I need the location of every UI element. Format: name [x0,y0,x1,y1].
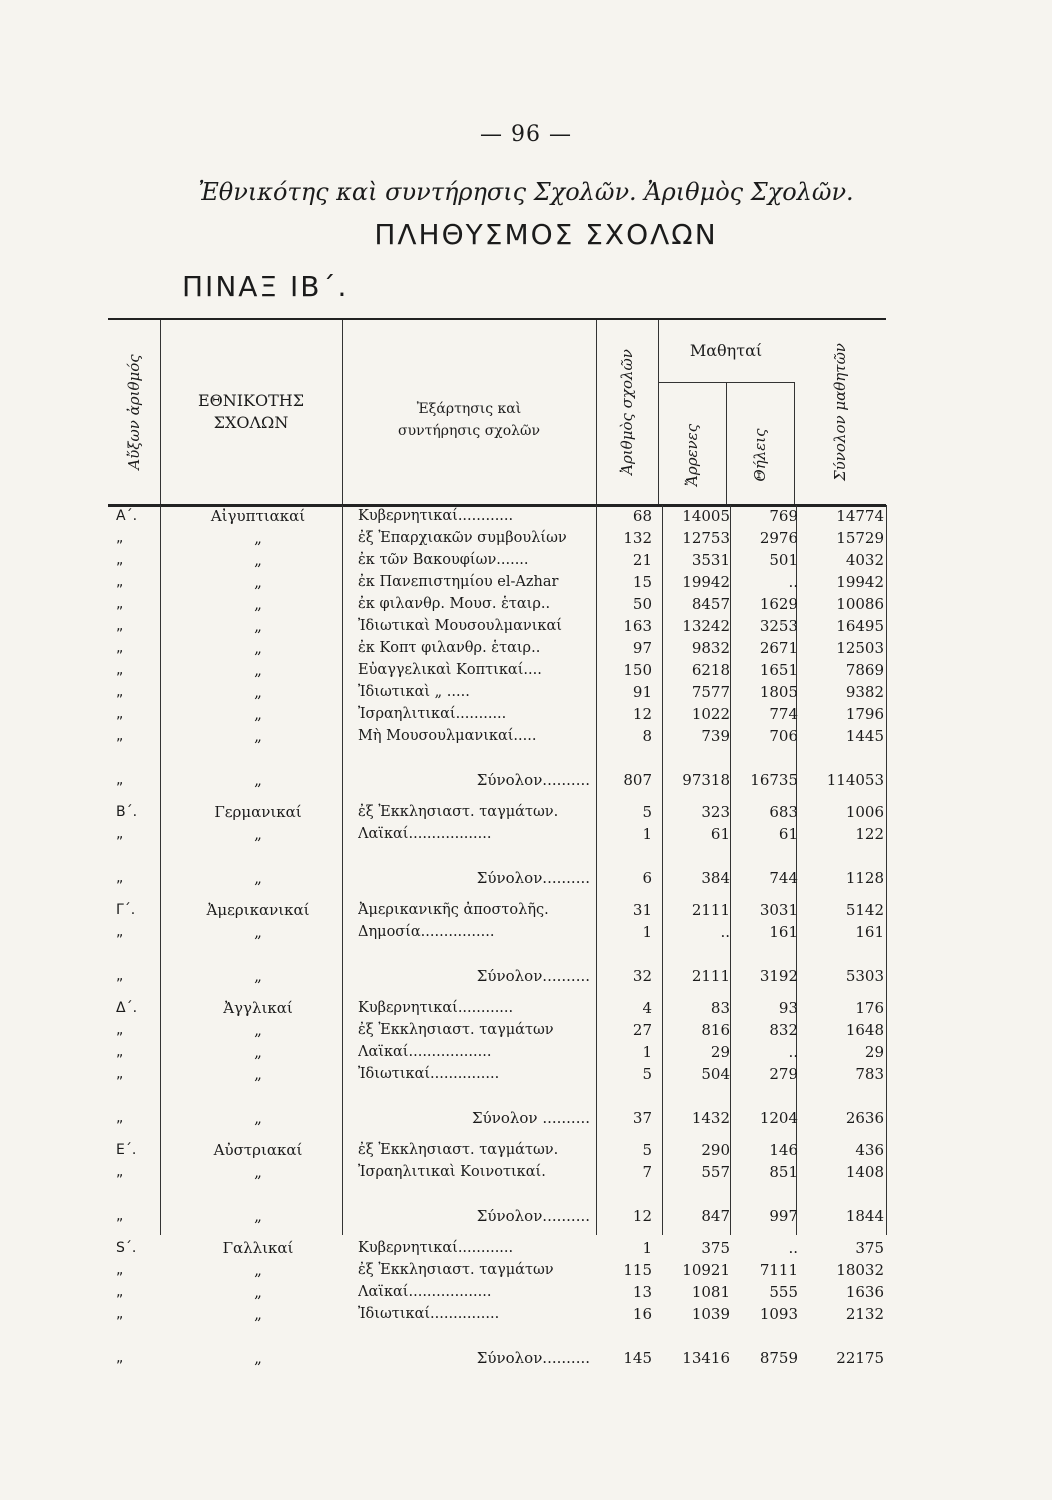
row-females: 2671 [759,639,798,657]
row-index: „ [116,662,124,678]
row-schools: 1 [642,923,652,941]
row-nationality: Αἰγυπτιακαί [210,507,306,525]
row-nationality: „ [254,1305,262,1323]
row-females: 279 [769,1065,798,1083]
subtotal-total: 114053 [826,771,884,789]
table-row [108,725,888,747]
row-males: 29 [710,1043,730,1061]
header-females: Θήλεις [751,428,769,482]
row-schools: 13 [632,1283,652,1301]
row-nationality: „ [254,551,262,569]
subtotal-schools: 145 [623,1349,652,1367]
row-index: Β΄. [116,804,138,820]
header-pupils: Μαθηταί [689,341,763,360]
row-schools: 27 [632,1021,652,1039]
subtotal-schools: 6 [642,869,652,887]
subtotal-row [108,1085,888,1129]
subtotal-row [108,845,888,889]
row-index: Α΄. [116,508,138,524]
row-nationality: „ [254,1065,262,1083]
subtotal-total: 22175 [836,1349,884,1367]
row-total: 5142 [845,901,884,919]
page-subtitle: Ἐθνικότης καὶ συντήρησις Σχολῶν. Ἀριθμὸς Σχολῶν. [198,178,854,206]
header-total-column [794,320,886,504]
row-index: S΄. [116,1240,137,1256]
row-dependency: Λαϊκαί.................. [358,1044,492,1060]
header-schools-column [596,320,659,504]
row-dependency: ἐξ Ἐπαρχιακῶν συμβουλίων [358,530,567,546]
row-index: „ [116,596,124,612]
row-schools: 115 [623,1261,652,1279]
subtotal-total: 1844 [845,1207,884,1225]
row-nationality: „ [254,1283,262,1301]
row-dependency: Δημοσία................ [358,924,495,940]
row-nationality: „ [254,1021,262,1039]
row-dependency: ἐκ Κοπτ φιλανθρ. ἑταιρ.. [358,640,541,656]
row-males: 83 [710,999,730,1017]
row-index: „ [116,826,124,842]
table-row [108,899,888,921]
row-total: 436 [855,1141,884,1159]
row-dependency: Ἰσραηλιτικαί........... [358,706,507,722]
row-index: „ [116,684,124,700]
header-males: Ἄρρενες [683,424,701,487]
row-nationality: Γαλλικαί [222,1239,294,1257]
row-total: 12503 [836,639,884,657]
subtotal-schools: 32 [632,967,652,985]
row-index: „ [116,1044,124,1060]
row-schools: 91 [632,683,652,701]
subtotal-label: Σύνολον.......... [476,1349,590,1367]
subtotal-males: 847 [701,1207,730,1225]
row-nationality: „ [254,1163,262,1181]
row-total: 1648 [845,1021,884,1039]
subtotal-schools: 12 [632,1207,652,1225]
table-row [108,1063,888,1085]
row-nationality: Γερμανικαί [214,803,302,821]
row-nationality: „ [254,617,262,635]
row-nationality: „ [254,825,262,843]
table-row [108,1019,888,1041]
row-total: 4032 [845,551,884,569]
row-males: 12753 [682,529,730,547]
row-males: 19942 [682,573,730,591]
subtotal-row [108,747,888,791]
row-index: „ [116,618,124,634]
row-index: „ [116,1022,124,1038]
row-nationality: Ἀγγλικαί [223,999,293,1017]
row-females: 2976 [759,529,798,547]
subtotal-label: Σύνολον.......... [476,967,590,985]
row-males: 14005 [682,507,730,525]
row-index: „ [116,1110,124,1126]
row-schools: 15 [632,573,652,591]
row-dependency: Κυβερνητικαί............ [358,508,514,524]
row-females: 146 [769,1141,798,1159]
subtotal-label: Σύνολον.......... [476,869,590,887]
row-males: .. [720,923,730,941]
subtotal-schools: 37 [632,1109,652,1127]
row-nationality: Ἀμερικανικαί [206,901,310,919]
row-females: 7111 [759,1261,798,1279]
row-index: Δ΄. [116,1000,138,1016]
subtotal-schools: 807 [623,771,652,789]
header-nationality: ΕΘΝΙΚΟΤΗΣ ΣΧΟΛΩΝ [197,391,305,432]
row-nationality: Αὐστριακαί [213,1141,303,1159]
table-row [108,681,888,703]
row-dependency: Μὴ Μουσουλμανικαί..... [358,728,537,744]
row-index: „ [116,1164,124,1180]
row-dependency: Λαϊκαί.................. [358,1284,492,1300]
row-total: 15729 [836,529,884,547]
row-index: „ [116,1350,124,1366]
row-total: 9382 [845,683,884,701]
row-females: 769 [769,507,798,525]
table-row [108,659,888,681]
row-total: 1636 [845,1283,884,1301]
row-index: „ [116,640,124,656]
row-index: Γ΄. [116,902,136,918]
row-nationality: „ [254,1109,262,1127]
row-index: „ [116,1208,124,1224]
row-schools: 50 [632,595,652,613]
table-row [108,997,888,1019]
row-spacer [108,791,888,801]
row-males: 6218 [691,661,730,679]
row-spacer [108,1227,888,1237]
subtotal-males: 2111 [691,967,730,985]
row-nationality: „ [254,573,262,591]
row-spacer [108,987,888,997]
row-total: 176 [855,999,884,1017]
row-schools: 97 [632,639,652,657]
subtotal-males: 384 [701,869,730,887]
row-index: „ [116,706,124,722]
row-females: .. [788,1043,798,1061]
row-females: 61 [778,825,798,843]
row-females: 93 [778,999,798,1017]
subtotal-total: 1128 [845,869,884,887]
header-index-column [108,320,161,504]
row-males: 61 [710,825,730,843]
subtotal-females: 8759 [759,1349,798,1367]
row-schools: 150 [623,661,652,679]
row-schools: 132 [623,529,652,547]
row-total: 122 [855,825,884,843]
table-row [108,1139,888,1161]
row-males: 8457 [691,595,730,613]
row-males: 1022 [691,705,730,723]
table-row [108,1161,888,1183]
row-schools: 1 [642,825,652,843]
table-row [108,615,888,637]
row-dependency: Ἰδιωτικαὶ „ ..... [358,684,470,700]
row-nationality: „ [254,595,262,613]
row-females: 3253 [759,617,798,635]
row-total: 1408 [845,1163,884,1181]
table-row [108,593,888,615]
table-row [108,1041,888,1063]
row-nationality: „ [254,727,262,745]
row-index: „ [116,1066,124,1082]
row-schools: 7 [642,1163,652,1181]
page-title: ΠΛΗΘΥΣΜΟΣ ΣΧΟΛΩΝ [374,218,718,251]
row-females: 706 [769,727,798,745]
row-dependency: Ἰδιωτικαί............... [358,1066,500,1082]
subtotal-label: Σύνολον.......... [476,771,590,789]
row-dependency: Ἰδιωτικαί............... [358,1306,500,1322]
table-row [108,801,888,823]
subtotal-females: 997 [769,1207,798,1225]
row-males: 13242 [682,617,730,635]
row-index: „ [116,552,124,568]
row-total: 16495 [836,617,884,635]
subtotal-total: 2636 [845,1109,884,1127]
row-schools: 5 [642,803,652,821]
row-dependency: Εὐαγγελικαὶ Κοπτικαί.... [358,662,542,678]
row-females: 1651 [759,661,798,679]
row-males: 375 [701,1239,730,1257]
row-total: 19942 [836,573,884,591]
row-index: „ [116,728,124,744]
header-females-column [726,382,795,504]
row-males: 1081 [691,1283,730,1301]
table-row [108,1303,888,1325]
row-females: 683 [769,803,798,821]
row-schools: 21 [632,551,652,569]
row-schools: 8 [642,727,652,745]
row-dependency: Λαϊκαί.................. [358,826,492,842]
row-schools: 5 [642,1065,652,1083]
row-total: 18032 [836,1261,884,1279]
row-females: .. [788,573,798,591]
header-pupils-group [658,320,794,504]
row-index: „ [116,870,124,886]
row-females: 774 [769,705,798,723]
row-nationality: „ [254,1349,262,1367]
row-index: „ [116,772,124,788]
row-schools: 1 [642,1239,652,1257]
row-total: 1796 [845,705,884,723]
subtotal-males: 97318 [682,771,730,789]
row-total: 1445 [845,727,884,745]
row-males: 3531 [691,551,730,569]
row-females: 1093 [759,1305,798,1323]
table-row [108,1281,888,1303]
row-males: 290 [701,1141,730,1159]
row-nationality: „ [254,661,262,679]
table-row [108,637,888,659]
row-schools: 163 [623,617,652,635]
table-row [108,527,888,549]
table-row [108,1259,888,1281]
row-females: 3031 [759,901,798,919]
row-dependency: ἐκ Πανεπιστημίου el-Azhar [358,574,559,590]
row-females: 1629 [759,595,798,613]
row-nationality: „ [254,1043,262,1061]
row-males: 739 [701,727,730,745]
row-dependency: ἐκ φιλανθρ. Μουσ. ἑταιρ.. [358,596,551,612]
row-females: .. [788,1239,798,1257]
row-nationality: „ [254,923,262,941]
row-index: „ [116,968,124,984]
row-dependency: ἐξ Ἐκκλησιαστ. ταγμάτων. [358,804,559,820]
table-body [108,505,888,1379]
row-dependency: ἐκ τῶν Βακουφίων....... [358,552,529,568]
header-schools: Ἀριθμὸς σχολῶν [618,349,636,475]
row-females: 832 [769,1021,798,1039]
row-nationality: „ [254,683,262,701]
subtotal-females: 3192 [759,967,798,985]
table-row [108,505,888,527]
row-nationality: „ [254,771,262,789]
row-dependency: Ἀμερικανικῆς ἀποστολῆς. [358,902,549,918]
row-schools: 12 [632,705,652,723]
row-index: „ [116,924,124,940]
row-schools: 16 [632,1305,652,1323]
table-row [108,703,888,725]
subtotal-total: 5303 [845,967,884,985]
table-row [108,823,888,845]
row-females: 1805 [759,683,798,701]
row-total: 783 [855,1065,884,1083]
row-spacer [108,889,888,899]
row-dependency: Ἰσραηλιτικαὶ Κοινοτικαί. [358,1164,546,1180]
row-schools: 1 [642,1043,652,1061]
row-total: 10086 [836,595,884,613]
row-schools: 68 [632,507,652,525]
row-spacer [108,1369,888,1379]
row-index: „ [116,574,124,590]
subtotal-label: Σύνολον.......... [476,1207,590,1225]
row-males: 9832 [691,639,730,657]
row-nationality: „ [254,869,262,887]
table-label: ΠΙΝΑΞ ΙΒ΄. [182,270,349,303]
row-dependency: ἐξ Ἐκκλησιαστ. ταγμάτων. [358,1142,559,1158]
header-nationality-column [160,320,343,504]
row-total: 29 [864,1043,884,1061]
row-females: 161 [769,923,798,941]
row-schools: 31 [632,901,652,919]
table-row [108,549,888,571]
row-males: 504 [701,1065,730,1083]
row-males: 816 [701,1021,730,1039]
row-total: 1006 [845,803,884,821]
row-spacer [108,1129,888,1139]
row-total: 2132 [845,1305,884,1323]
header-index: Αὔξων ἀριθμός [125,354,143,470]
row-females: 851 [769,1163,798,1181]
row-total: 7869 [845,661,884,679]
row-total: 161 [855,923,884,941]
subtotal-males: 1432 [691,1109,730,1127]
row-nationality: „ [254,967,262,985]
row-nationality: „ [254,1261,262,1279]
row-nationality: „ [254,639,262,657]
subtotal-row [108,1183,888,1227]
header-dependency-column [342,320,597,504]
subtotal-females: 16735 [750,771,798,789]
row-total: 14774 [836,507,884,525]
table-row [108,1237,888,1259]
subtotal-females: 1204 [759,1109,798,1127]
row-nationality: „ [254,705,262,723]
subtotal-row [108,943,888,987]
subtotal-females: 744 [769,869,798,887]
row-index: „ [116,1262,124,1278]
row-males: 2111 [691,901,730,919]
row-index: „ [116,1306,124,1322]
row-dependency: Ἰδιωτικαὶ Μουσουλμανικαί [358,618,562,634]
subtotal-label: Σύνολον .......... [472,1109,590,1127]
row-schools: 5 [642,1141,652,1159]
row-nationality: „ [254,529,262,547]
row-index: Ε΄. [116,1142,137,1158]
row-schools: 4 [642,999,652,1017]
row-females: 555 [769,1283,798,1301]
table-row [108,921,888,943]
row-nationality: „ [254,1207,262,1225]
row-males: 7577 [691,683,730,701]
header-total: Σύνολον μαθητῶν [831,343,849,481]
subtotal-males: 13416 [682,1349,730,1367]
header-males-column [658,382,727,504]
row-dependency: ἐξ Ἐκκλησιαστ. ταγμάτων [358,1022,554,1038]
row-dependency: Κυβερνητικαί............ [358,1240,514,1256]
row-index: „ [116,530,124,546]
row-females: 501 [769,551,798,569]
row-males: 557 [701,1163,730,1181]
row-males: 323 [701,803,730,821]
row-males: 1039 [691,1305,730,1323]
subtotal-row [108,1325,888,1369]
row-dependency: ἐξ Ἐκκλησιαστ. ταγμάτων [358,1262,554,1278]
row-total: 375 [855,1239,884,1257]
header-dependency: Ἐξάρτησις καὶ συντήρησις σχολῶν [398,401,540,439]
row-index: „ [116,1284,124,1300]
row-dependency: Κυβερνητικαί............ [358,1000,514,1016]
row-males: 10921 [682,1261,730,1279]
table-header [108,318,886,507]
table-row [108,571,888,593]
page-number: — 96 — [480,122,572,147]
